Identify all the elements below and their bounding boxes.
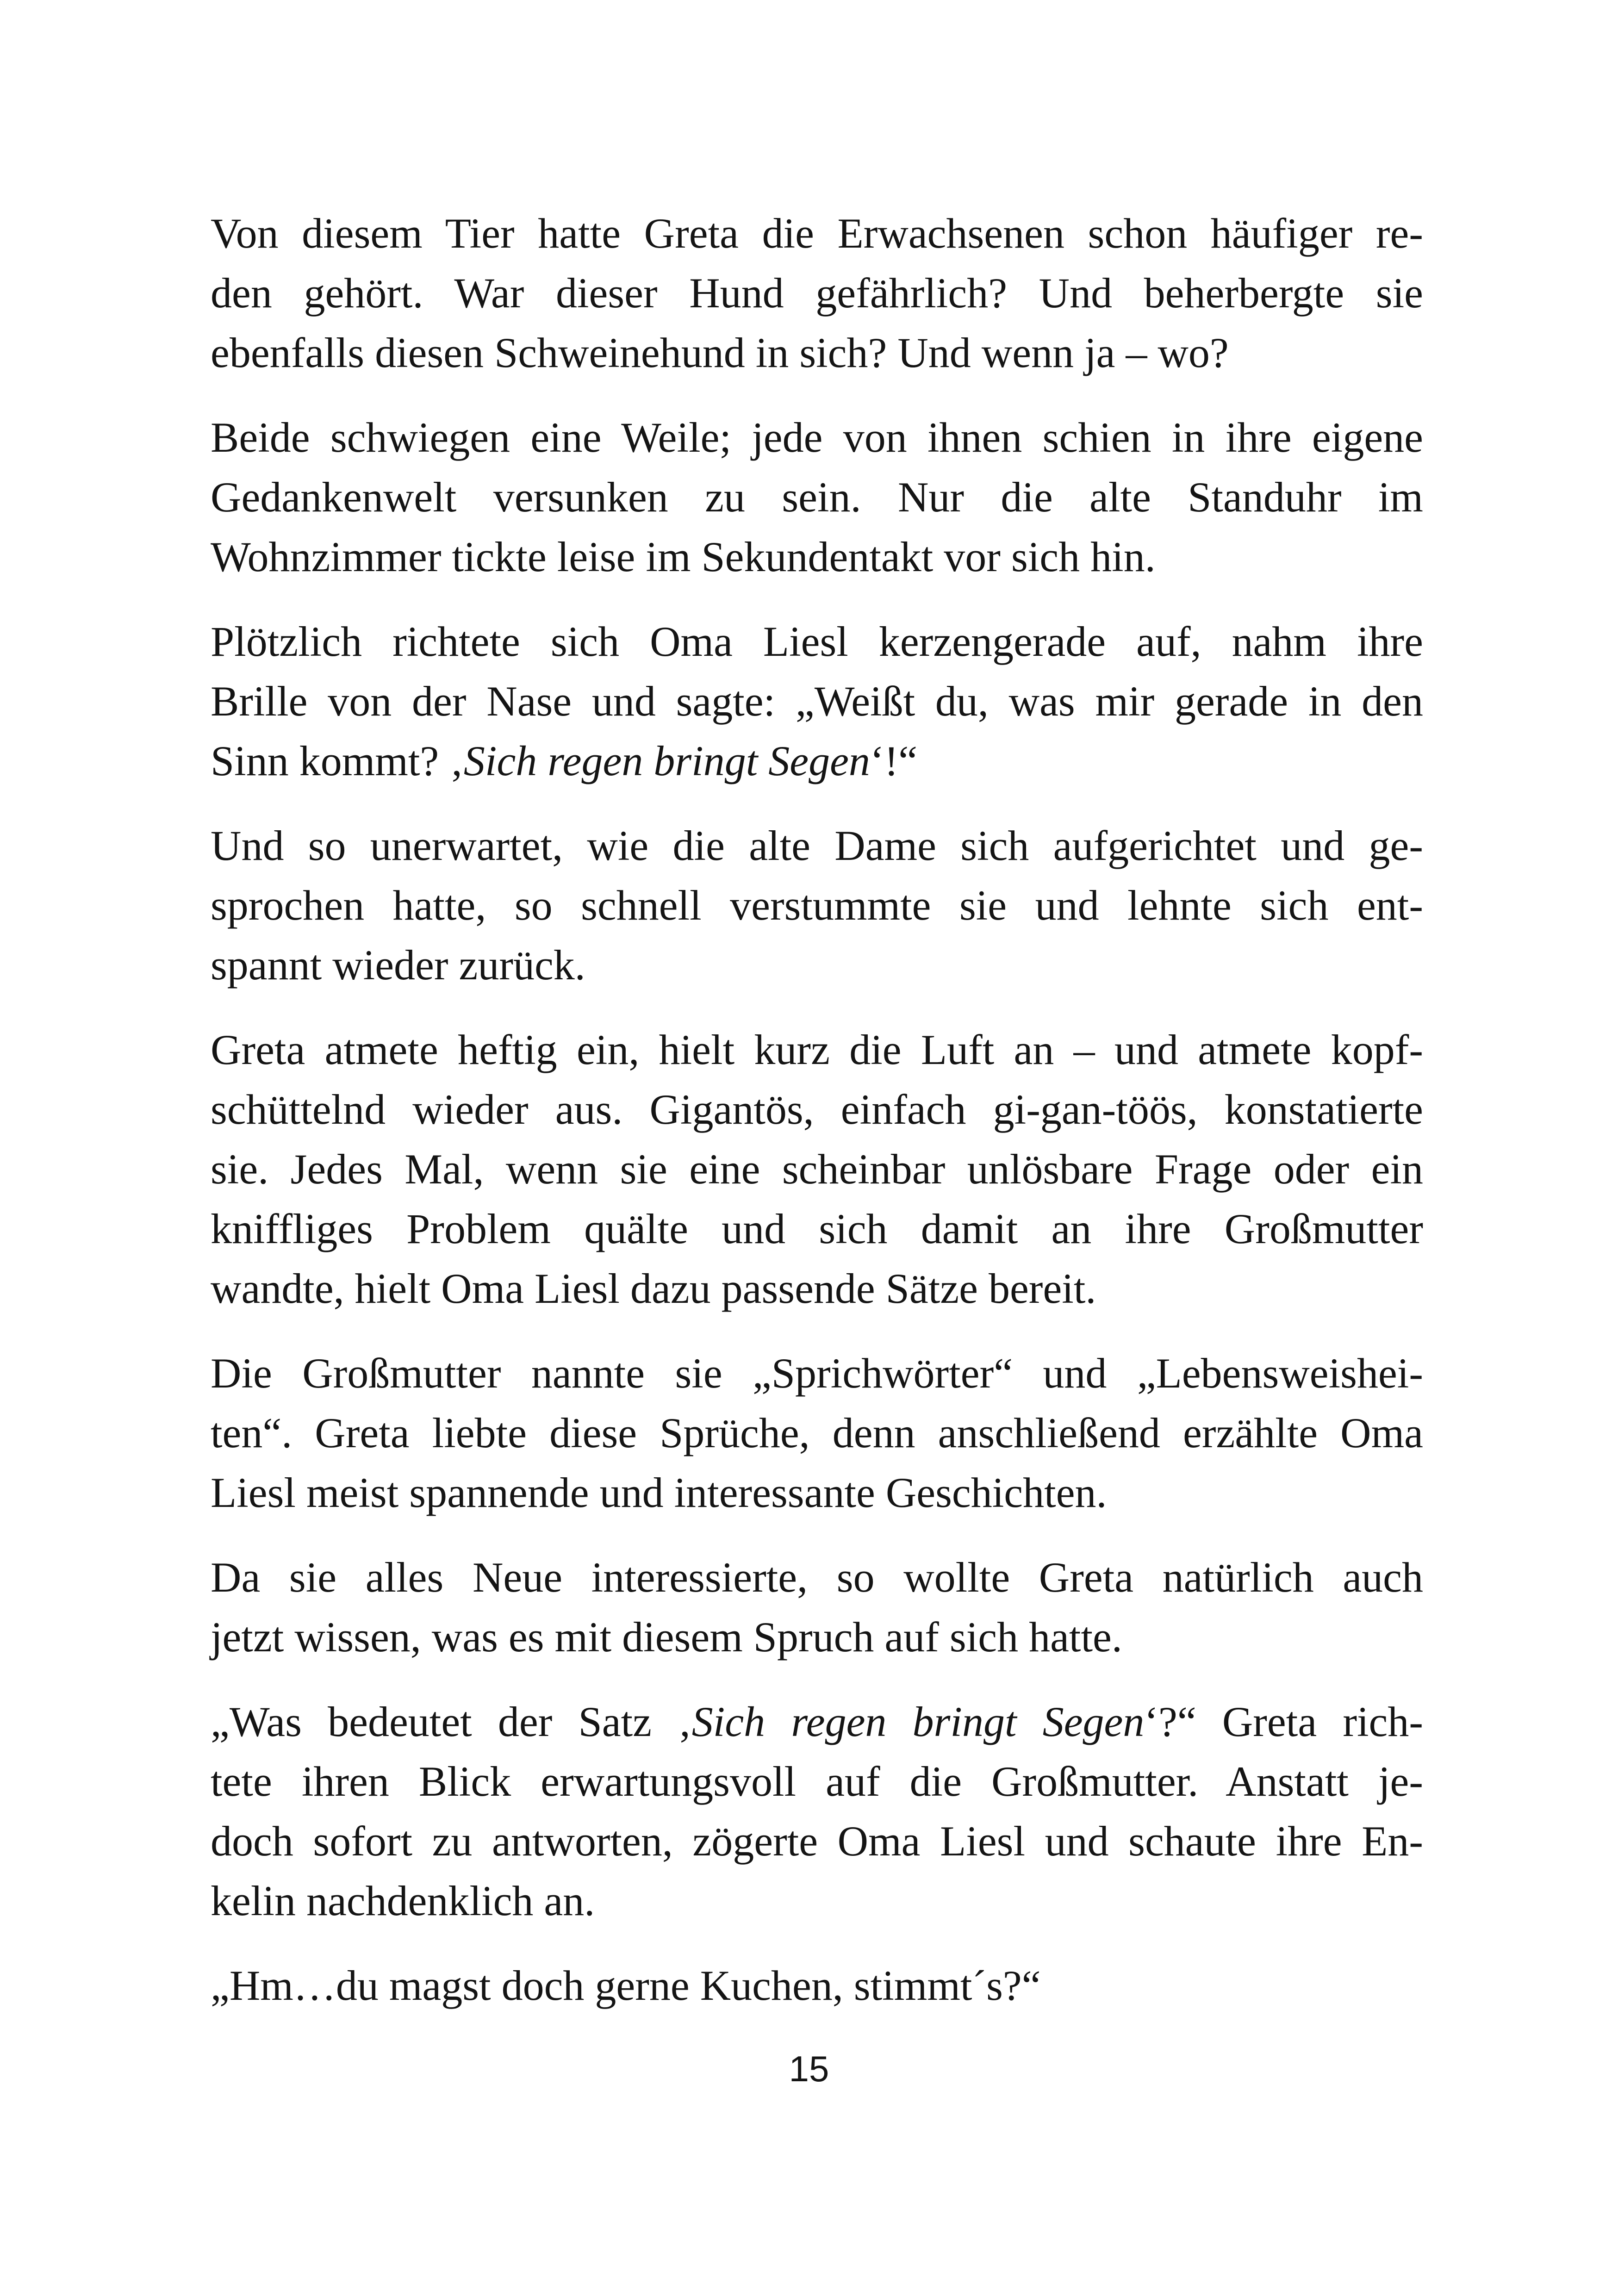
text-line	[211, 612, 1423, 672]
text-line	[211, 1199, 1423, 1259]
text-run: ebenfalls diesen Schweinehund in sich? Und wenn ja – wo?	[211, 329, 1229, 376]
text-line	[211, 1548, 1423, 1607]
text-line	[211, 1811, 1423, 1871]
paragraph	[211, 1548, 1423, 1667]
text-run: sie. Jedes Mal, wenn sie eine scheinbar unlösbare Frage oder ein	[211, 1145, 1423, 1193]
text-line	[211, 204, 1423, 263]
text-run: schüttelnd wieder aus. Gigantös, einfach gi-gan-töös, konstatierte	[211, 1086, 1423, 1133]
paragraph	[211, 1344, 1423, 1523]
paragraph	[211, 1692, 1423, 1931]
text-line	[211, 1139, 1423, 1199]
text-line	[211, 1607, 1423, 1667]
text-line	[211, 467, 1423, 527]
text-line	[211, 323, 1423, 383]
paragraph	[211, 1956, 1423, 2016]
text-line	[211, 672, 1423, 731]
text-run: Sinn kommt? ‚	[211, 737, 464, 784]
paragraph	[211, 408, 1423, 587]
text-run: kelin nachdenklich an.	[211, 1877, 595, 1924]
text-run: den gehört. War dieser Hund gefährlich? Und beherbergte sie	[211, 269, 1423, 317]
text-run: doch sofort zu antworten, zögerte Oma Liesl und schaute ihre En-	[211, 1817, 1423, 1865]
text-line	[211, 1080, 1423, 1139]
text-run: Liesl meist spannende und interessante Geschichten.	[211, 1469, 1107, 1516]
paragraph	[211, 1020, 1423, 1319]
text-line	[211, 263, 1423, 323]
text-run: ‘!“	[870, 737, 918, 784]
text-line	[211, 1403, 1423, 1463]
text-run: „Was bedeutet der Satz ‚	[211, 1698, 692, 1745]
body-text	[211, 204, 1423, 2041]
text-run: Wohnzimmer tickte leise im Sekundentakt vor sich hin.	[211, 533, 1156, 580]
text-line	[211, 408, 1423, 467]
text-line	[211, 1752, 1423, 1811]
text-line	[211, 935, 1423, 995]
paragraph	[211, 204, 1423, 383]
text-line	[211, 1692, 1423, 1752]
text-run: Da sie alles Neue interessierte, so wollte Greta natürlich auch	[211, 1554, 1423, 1601]
text-line	[211, 731, 1423, 791]
text-run: ‘?“ Greta rich-	[1144, 1698, 1424, 1745]
page-number: 15	[789, 2048, 829, 2089]
text-run: Von diesem Tier hatte Greta die Erwachsenen schon häufiger re-	[211, 210, 1423, 257]
text-run: Plötzlich richtete sich Oma Liesl kerzengerade auf, nahm ihre	[211, 618, 1423, 665]
text-line	[211, 1020, 1423, 1080]
text-run: Beide schwiegen eine Weile; jede von ihnen schien in ihre eigene	[211, 414, 1423, 461]
text-run: Die Großmutter nannte sie „Sprichwörter“ und „Lebensweishei-	[211, 1350, 1423, 1397]
paragraph	[211, 612, 1423, 791]
text-run: Gedankenwelt versunken zu sein. Nur die alte Standuhr im	[211, 473, 1423, 521]
text-run: tete ihren Blick erwartungsvoll auf die Großmutter. Anstatt je-	[211, 1758, 1423, 1805]
italic-quote: Sich regen bringt Segen	[691, 1698, 1145, 1745]
text-run: sprochen hatte, so schnell verstummte sie und lehnte sich ent-	[211, 882, 1423, 929]
text-line	[211, 1871, 1423, 1931]
text-line	[211, 1259, 1423, 1319]
text-line	[211, 816, 1423, 876]
text-line	[211, 876, 1423, 935]
text-run: „Hm…du magst doch gerne Kuchen, stimmt´s?“	[211, 1962, 1041, 2009]
text-run: spannt wieder zurück.	[211, 941, 585, 989]
text-run: Brille von der Nase und sagte: „Weißt du, was mir gerade in den	[211, 678, 1423, 725]
text-line	[211, 1344, 1423, 1403]
text-line	[211, 1463, 1423, 1523]
text-run: wandte, hielt Oma Liesl dazu passende Sätze bereit.	[211, 1265, 1096, 1312]
text-run: jetzt wissen, was es mit diesem Spruch auf sich hatte.	[211, 1613, 1122, 1661]
text-run: Greta atmete heftig ein, hielt kurz die Luft an – und atmete kopf-	[211, 1026, 1423, 1073]
text-run: kniffliges Problem quälte und sich damit an ihre Großmutter	[211, 1205, 1423, 1252]
text-line	[211, 1956, 1423, 2016]
italic-quote: Sich regen bringt Segen	[463, 737, 870, 784]
text-run: ten“. Greta liebte diese Sprüche, denn anschließend erzählte Oma	[211, 1409, 1423, 1456]
paragraph	[211, 816, 1423, 995]
text-line	[211, 527, 1423, 587]
text-run: Und so unerwartet, wie die alte Dame sich aufgerichtet und ge-	[211, 822, 1423, 869]
